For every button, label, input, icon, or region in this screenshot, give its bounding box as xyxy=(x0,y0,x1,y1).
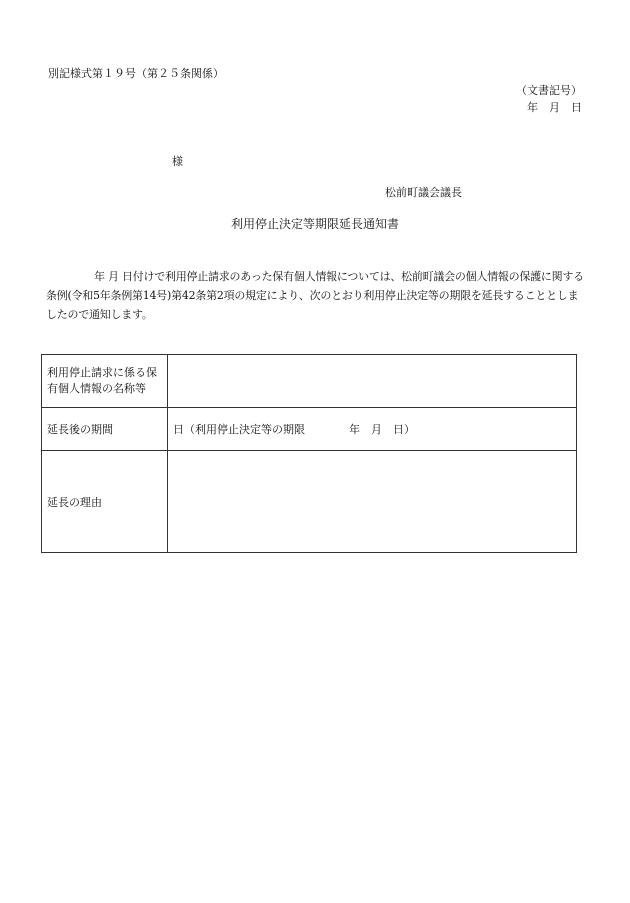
extended-period-value: 日（利用停止決定等の期限 年 月 日） xyxy=(168,408,577,451)
target-info-label: 利用停止請求に係る保有個人情報の名称等 xyxy=(42,355,168,408)
table-row xyxy=(42,355,577,408)
body-text: 年 月 日付けで利用停止請求のあった保有個人情報については、松前町議会の個人情報の保護に関する条例(令和5年条例第14号)第42条第2項の規定により、次のとおり利用停止決定等の期限を延長することとしましたので通知します。 xyxy=(46,270,584,321)
form-number: 別記様式第１９号（第２５条関係） xyxy=(48,67,224,80)
extended-period-label: 延長後の期間 xyxy=(42,408,168,451)
table-row xyxy=(42,451,577,553)
document-title: 利用停止決定等期限延長通知書 xyxy=(230,217,399,231)
extension-reason-label: 延長の理由 xyxy=(42,451,168,553)
addressee-suffix: 様 xyxy=(172,155,183,168)
extension-reason-value xyxy=(168,451,577,553)
sender-name: 松前町議会議長 xyxy=(385,186,462,199)
document-number: （文書記号） xyxy=(516,84,582,97)
document-date: 年 月 日 xyxy=(527,101,582,114)
target-info-value xyxy=(168,355,577,408)
table-row xyxy=(42,408,577,451)
info-table xyxy=(41,354,577,553)
